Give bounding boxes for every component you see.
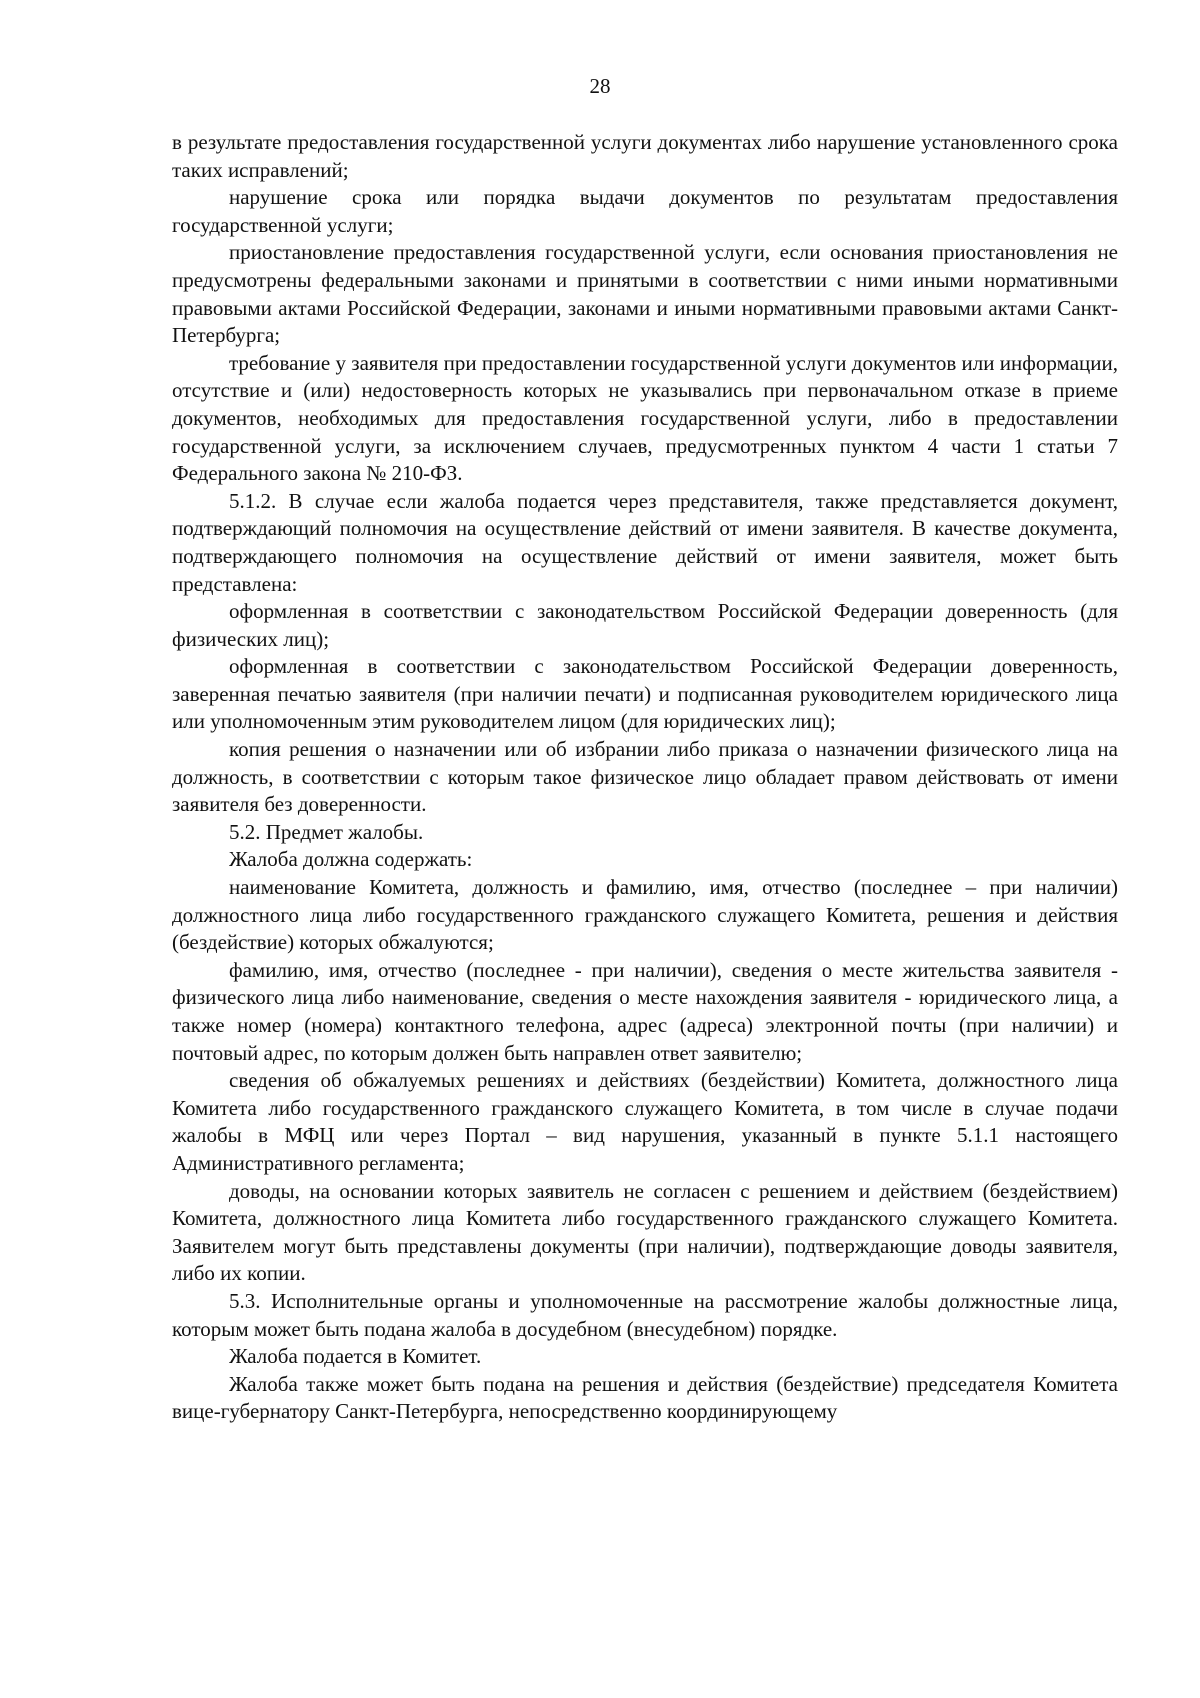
paragraph-power-of-attorney-individuals: оформленная в соответствии с законодательством Российской Федерации доверенность (для физических лиц); xyxy=(172,599,1118,651)
document-body xyxy=(172,129,1118,1426)
paragraph-continuation: в результате предоставления государственной услуги документах либо нарушение установленного срока таких исправлений; xyxy=(172,130,1118,182)
paragraph-submitted-to-committee: Жалоба подается в Комитет. xyxy=(229,1344,482,1369)
paragraph-vice-governor: Жалоба также может быть подана на решения и действия (бездействие) председателя Комитета вице-губернатору Санкт-Петербурга, непосредственно координирующему xyxy=(172,1371,1118,1424)
paragraph-appointment-decision: копия решения о назначении или об избрании либо приказа о назначении физического лица на должность, в соответствии с которым такое физическое лицо обладает правом действовать от имени заявителя без доверенности. xyxy=(172,737,1118,817)
paragraph-5-1-2: 5.1.2. В случае если жалоба подается через представителя, также представляется документ, подтверждающий полномочия на осуществление действий от имени заявителя. В качестве документа, подтверждающего полномочия на осуществление действий от имени заявителя, может быть представлена: xyxy=(172,488,1118,596)
paragraph-appealed-decisions: сведения об обжалуемых решениях и действиях (бездействии) Комитета, должностного лица Комитета либо государственного гражданского служащего Комитета, в том числе в случае подачи жалобы в МФЦ или через Портал – вид нарушения, указанный в пункте 5.1.1 настоящего Административного регламента; xyxy=(172,1068,1118,1175)
paragraph-5-2-heading: 5.2. Предмет жалобы. xyxy=(229,819,424,844)
paragraph-document-issue-violation: нарушение срока или порядка выдачи документов по результатам предоставления государственной услуги; xyxy=(172,185,1118,237)
page-number: 28 xyxy=(589,74,611,98)
paragraph-committee-name: наименование Комитета, должность и фамилию, имя, отчество (последнее – при наличии) должностного лица либо государственного гражданского служащего Комитета, решения и действия (бездействие) которых обжалуются; xyxy=(172,875,1118,955)
paragraph-document-requirement: требование у заявителя при предоставлении государственной услуги документов или информации, отсутствие и (или) недостоверность которых не указывались при первоначальном отказе в приеме документов, необходимых для предоставления государственной услуги, либо в предоставлении государственной услуги, за исключением случаев, предусмотренных пунктом 4 части 1 статьи 7 Федерального закона № 210-ФЗ. xyxy=(172,350,1118,486)
paragraph-power-of-attorney-legal-entities: оформленная в соответствии с законодательством Российской Федерации доверенность, заверенная печатью заявителя (при наличии печати) и подписанная руководителем юридического лица или уполномоченным этим руководителем лицом (для юридических лиц); xyxy=(172,654,1118,734)
paragraph-complaint-contents: Жалоба должна содержать: xyxy=(229,847,473,872)
paragraph-suspension: приостановление предоставления государственной услуги, если основания приостановления не предусмотрены федеральными законами и принятыми в соответствии с ними иными нормативными правовыми актами Российской Федерации, законами и иными нормативными правовыми актами Санкт-Петербурга; xyxy=(172,240,1118,348)
paragraph-arguments: доводы, на основании которых заявитель не согласен с решением и действием (бездействием) Комитета, должностного лица Комитета либо государственного гражданского служащего Комитета. Заявителем могут быть представлены документы (при наличии), подтверждающие доводы заявителя, либо их копии. xyxy=(172,1178,1118,1286)
paragraph-applicant-details: фамилию, имя, отчество (последнее - при наличии), сведения о месте жительства заявителя - физического лица либо наименование, сведения о месте нахождения заявителя - юридического лица, а также номер (номера) контактного телефона, адрес (адреса) электронной почты (при наличии) и почтовый адрес, по которым должен быть направлен ответ заявителю; xyxy=(172,957,1118,1065)
paragraph-5-3-heading: 5.3. Исполнительные органы и уполномоченные на рассмотрение жалобы должностные лица, которым может быть подана жалоба в досудебном (внесудебном) порядке. xyxy=(172,1288,1118,1341)
